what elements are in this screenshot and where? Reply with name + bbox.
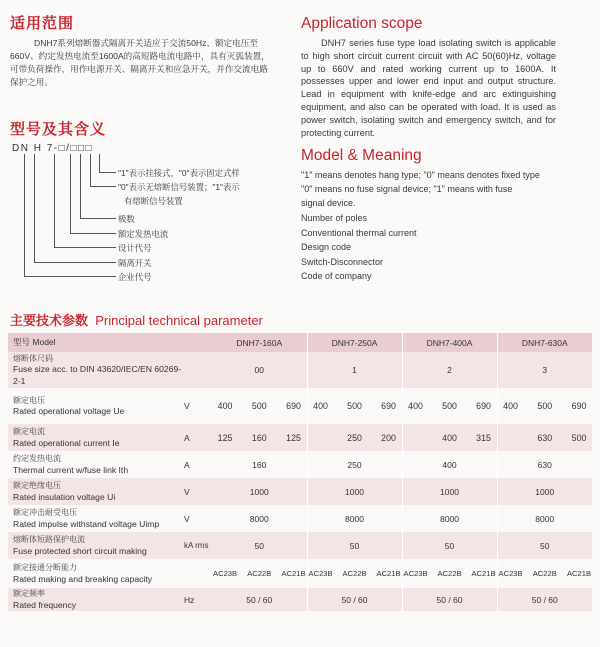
param-name-cell	[8, 451, 184, 478]
param-subvalue	[407, 433, 425, 443]
param-name-zh: 熔断体短路保护电流	[13, 535, 85, 544]
header-col-2: DNH7-250A	[307, 333, 402, 352]
param-name-cell	[8, 478, 184, 505]
header-col-1: DNH7-160A	[212, 333, 307, 352]
model-title-cn: 型号及其含义	[10, 121, 107, 138]
param-name-en: Rated impulse withstand voltage Uimp	[13, 518, 160, 529]
param-subvalue: 630	[537, 432, 553, 443]
param-value-cell: 1000	[212, 478, 307, 505]
param-name-zh: 约定发热电流	[13, 454, 61, 463]
param-value-cell: 1000	[307, 478, 402, 505]
model-line-en-3: signal device.	[301, 198, 356, 208]
table-row	[8, 505, 592, 532]
param-subvalue: 500	[537, 401, 553, 411]
param-value-cell: 50 / 60	[212, 588, 307, 611]
param-name-en: Rated operational current Ie	[13, 437, 120, 448]
param-value-cell	[212, 424, 307, 451]
param-value-cell: 2	[402, 352, 497, 388]
param-value-cell	[402, 424, 497, 451]
param-subvalue: 690	[571, 401, 587, 411]
param-subvalue: 400	[408, 401, 423, 411]
table-row	[8, 451, 592, 478]
param-name-cell	[8, 588, 184, 611]
param-title	[10, 310, 263, 329]
model-line-en-4: Number of poles	[301, 213, 368, 223]
param-subvalue: AC22B	[437, 569, 462, 578]
param-name-en: Rated frequency	[13, 599, 77, 610]
param-value-cell: 8000	[497, 505, 592, 532]
scope-title-en: Application scope	[301, 15, 423, 32]
param-subvalue: AC22B	[342, 569, 367, 578]
param-title-cn: 主要技术参数	[10, 313, 89, 328]
param-value-cell: 160	[212, 451, 307, 478]
param-value-cell: 1000	[402, 478, 497, 505]
param-value-cell	[497, 388, 592, 424]
param-subvalue: AC23B	[308, 569, 333, 578]
param-value-cell	[212, 388, 307, 424]
param-unit: Hz	[184, 588, 212, 611]
table-row	[8, 424, 592, 451]
table-row	[8, 478, 592, 505]
param-subvalue: AC22B	[247, 569, 272, 578]
param-subvalue: 500	[442, 401, 457, 411]
param-unit: kA rms	[184, 532, 212, 559]
param-name-en: Fuse protected short circuit making	[13, 545, 147, 556]
model-label-2: "0"表示无熔断信号装置；"1"表示	[118, 182, 240, 192]
param-name-zh: 额定绝缘电压	[13, 481, 61, 490]
model-line-en-6: Design code	[301, 242, 352, 252]
param-value-cell: 400	[402, 451, 497, 478]
param-subvalue	[312, 433, 330, 443]
param-name-zh: 额定接通分断能力	[13, 563, 77, 572]
param-subvalue: 200	[381, 432, 396, 443]
param-subvalue: 690	[381, 401, 396, 411]
param-subvalue: 400	[503, 401, 518, 411]
param-subvalue: 315	[476, 432, 491, 443]
model-label-5: 额定发热电流	[118, 229, 169, 239]
param-value-cell: 3	[497, 352, 592, 388]
param-subvalue: 500	[251, 401, 267, 411]
param-name-en: Thermal current w/fuse link Ith	[13, 464, 129, 475]
model-label-6: 设计代号	[118, 243, 152, 253]
scope-text-cn: DNH7系列熔断器式隔离开关适应于交流50Hz、额定电压至660V、约定发热电流至1600A的高短路电流电路中，具有灭弧装置，可带负荷操作，用作电源开关、隔离开关和应急开关，并作交流电路保护之用。	[10, 38, 270, 87]
param-title-en: Principal technical parameter	[95, 313, 263, 328]
param-value-cell: 250	[307, 451, 402, 478]
header-col-3: DNH7-400A	[402, 333, 497, 352]
param-name-zh: 额定电压	[13, 395, 45, 405]
param-name-zh: 额定冲击耐受电压	[13, 508, 77, 517]
param-value-cell	[402, 388, 497, 424]
param-subvalue: 400	[313, 401, 328, 411]
param-value-cell: 630	[497, 451, 592, 478]
model-title-en: Model & Meaning	[301, 147, 422, 164]
param-name-cell	[8, 352, 184, 388]
param-unit: A	[184, 451, 212, 478]
param-name-en: Rated making and breaking capacity	[13, 573, 153, 584]
param-subvalue: AC21B	[376, 569, 401, 578]
param-value-cell: 50	[497, 532, 592, 559]
param-subvalue: AC21B	[566, 569, 592, 578]
param-subvalue: 690	[286, 401, 301, 411]
param-name-cell	[8, 424, 184, 451]
param-subvalue: 690	[476, 401, 491, 411]
model-label-3: 有熔断信号装置	[124, 196, 183, 206]
param-value-cell	[307, 424, 402, 451]
param-name-en: Rated operational voltage Ue	[13, 406, 125, 416]
param-subvalue: 125	[286, 432, 301, 443]
param-unit: V	[184, 388, 212, 424]
model-code: DN H 7-□/□□□	[12, 143, 94, 154]
param-value-cell: 50	[402, 532, 497, 559]
scope-title-cn: 适用范围	[10, 15, 75, 32]
param-subvalue: 250	[347, 432, 362, 443]
param-value-cell	[497, 559, 592, 588]
param-unit: V	[184, 505, 212, 532]
param-subvalue: AC21B	[281, 569, 306, 578]
table-header-row	[8, 333, 592, 352]
param-value-cell	[307, 559, 402, 588]
param-value-cell: 50	[212, 532, 307, 559]
spec-table	[8, 333, 592, 611]
header-col-4: DNH7-630A	[497, 333, 592, 352]
param-subvalue: AC23B	[213, 569, 238, 578]
scope-text-en: DNH7 series fuse type load isolating switch is applicable to high short circuit current circuit with AC 50(60)Hz, voltage up to 660V and rated working current up to 1600A. It possesses upper and lower end input and output structure. Lead in equipment with knife-edge and arc extinguishing equipment, and also can be operated with load. It is used as power switch, isolating switch and emergency switch, and for protecting current.	[301, 38, 556, 138]
param-subvalue	[502, 433, 520, 443]
model-label-4: 极数	[118, 214, 135, 224]
param-name-cell	[8, 532, 184, 559]
param-subvalue: AC21B	[471, 569, 496, 578]
model-line-en-1: "1" means denotes hang type; "0" means denotes fixed type	[301, 170, 540, 180]
header-en: Model	[32, 336, 56, 347]
param-value-cell: 8000	[212, 505, 307, 532]
table-row	[8, 352, 592, 388]
param-value-cell	[497, 424, 592, 451]
param-name-en: Rated insulation voltage Ui	[13, 491, 116, 502]
param-name-zh: 额定频率	[13, 589, 45, 598]
model-label-1: "1"表示挂接式，"0"表示固定式样	[118, 168, 240, 178]
param-name-cell	[8, 559, 184, 588]
param-subvalue: 400	[217, 401, 233, 411]
param-value-cell: 50 / 60	[497, 588, 592, 611]
param-unit: V	[184, 478, 212, 505]
model-label-7: 隔离开关	[118, 258, 152, 268]
table-row	[8, 388, 592, 424]
table-row	[8, 588, 592, 611]
param-value-cell: 50 / 60	[402, 588, 497, 611]
param-value-cell: 1	[307, 352, 402, 388]
param-value-cell	[402, 559, 497, 588]
param-unit	[184, 352, 212, 388]
param-unit: A	[184, 424, 212, 451]
param-subvalue: AC23B	[403, 569, 428, 578]
param-name-cell	[8, 505, 184, 532]
table-row	[8, 532, 592, 559]
param-subvalue: 125	[217, 432, 233, 443]
param-value-cell: 1000	[497, 478, 592, 505]
param-name-cell	[8, 388, 184, 424]
param-subvalue: 500	[347, 401, 362, 411]
param-unit	[184, 559, 212, 588]
header-zh: 型号	[13, 336, 31, 347]
param-value-cell: 00	[212, 352, 307, 388]
param-subvalue: 160	[251, 432, 267, 443]
param-subvalue: 400	[442, 432, 457, 443]
param-subvalue: AC22B	[532, 569, 557, 578]
model-line-en-2: "0" means no fuse signal device; "1" means with fuse	[301, 184, 513, 194]
param-value-cell: 8000	[402, 505, 497, 532]
model-line-en-7: Switch-Disconnector	[301, 257, 384, 267]
param-name-zh: 额定电流	[13, 427, 45, 436]
param-value-cell	[307, 388, 402, 424]
param-value-cell: 50	[307, 532, 402, 559]
param-subvalue: AC23B	[498, 569, 523, 578]
param-value-cell: 50 / 60	[307, 588, 402, 611]
model-line-en-5: Conventional thermal current	[301, 228, 417, 238]
model-line-en-8: Code of company	[301, 271, 372, 281]
param-name-en: Fuse size acc. to DIN 43620/IEC/EN 60269-2-1	[13, 364, 182, 386]
param-value-cell: 8000	[307, 505, 402, 532]
param-name-zh: 熔断体尺码	[13, 353, 53, 363]
model-label-8: 企业代号	[118, 272, 152, 282]
table-row	[8, 559, 592, 588]
param-subvalue: 500	[571, 432, 587, 443]
param-value-cell	[212, 559, 307, 588]
header-model-cell	[8, 333, 212, 352]
